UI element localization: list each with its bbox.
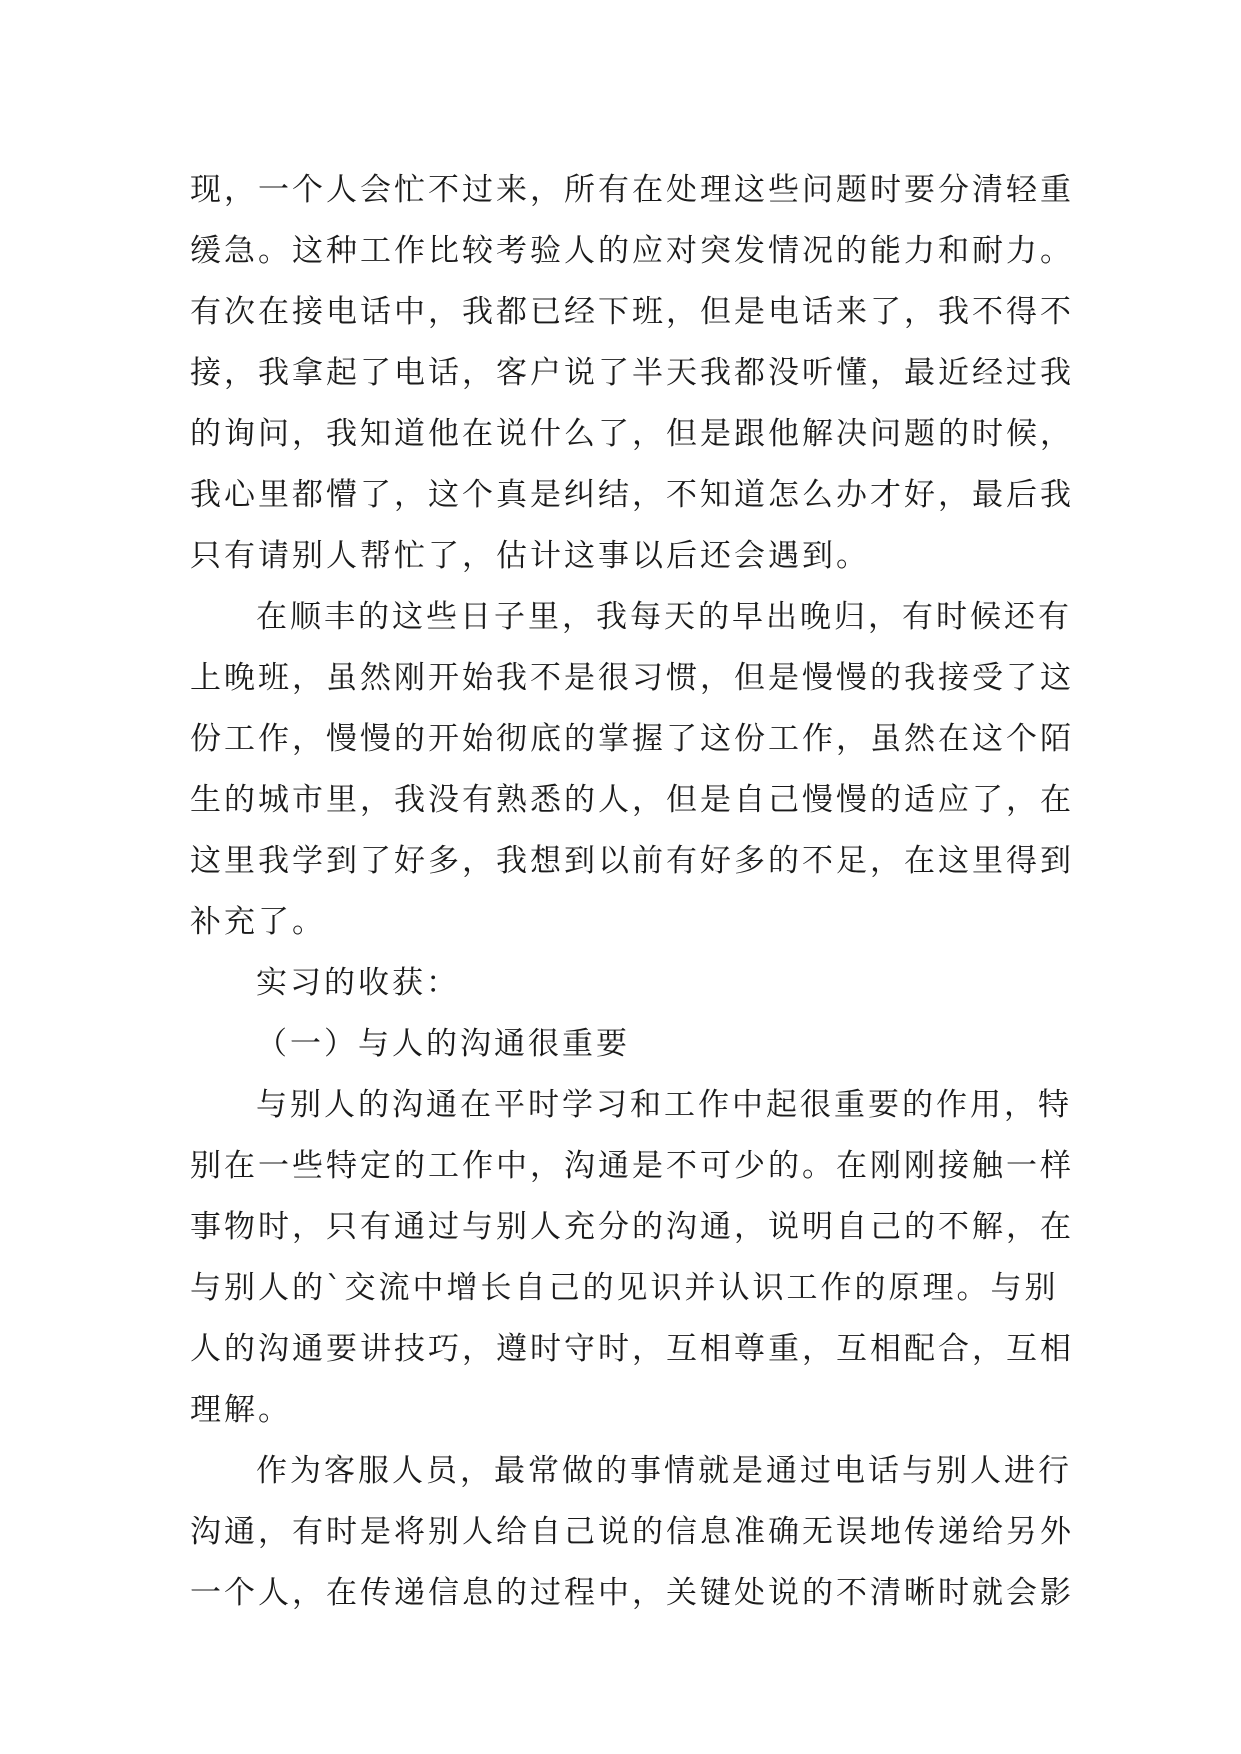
body-line: 生的城市里，我没有熟悉的人，但是自己慢慢的适应了，在 xyxy=(190,782,1074,818)
body-line: 这里我学到了好多，我想到以前有好多的不足，在这里得到 xyxy=(190,843,1074,879)
paragraph-first-line: 与别人的沟通在平时学习和工作中起很重要的作用，特 xyxy=(256,1087,1072,1123)
document-body xyxy=(190,160,1074,1624)
body-line: 人的沟通要讲技巧，遵时守时，互相尊重，互相配合，互相 xyxy=(190,1331,1074,1367)
body-line: 事物时，只有通过与别人充分的沟通，说明自己的不解，在 xyxy=(190,1209,1074,1245)
body-line: 上晚班，虽然刚开始我不是很习惯，但是慢慢的我接受了这 xyxy=(190,660,1074,696)
body-line: 沟通，有时是将别人给自己说的信息准确无误地传递给另外 xyxy=(190,1514,1074,1550)
body-line: 份工作，慢慢的开始彻底的掌握了这份工作，虽然在这个陌 xyxy=(190,721,1074,757)
body-line: 有次在接电话中，我都已经下班，但是电话来了，我不得不 xyxy=(190,294,1074,330)
section-heading: 实习的收获： xyxy=(256,965,460,1001)
body-line: 我心里都懵了，这个真是纠结，不知道怎么办才好，最后我 xyxy=(190,477,1074,513)
body-line: 缓急。这种工作比较考验人的应对突发情况的能力和耐力。 xyxy=(190,233,1074,269)
paragraph-first-line: 在顺丰的这些日子里，我每天的早出晚归，有时候还有 xyxy=(256,599,1072,635)
body-line: 现，一个人会忙不过来，所有在处理这些问题时要分清轻重 xyxy=(190,172,1074,208)
body-line: 一个人，在传递信息的过程中，关键处说的不清晰时就会影 xyxy=(190,1575,1074,1611)
body-line: 的询问，我知道他在说什么了，但是跟他解决问题的时候， xyxy=(190,416,1074,452)
paragraph-first-line: 作为客服人员，最常做的事情就是通过电话与别人进行 xyxy=(256,1453,1072,1489)
body-line: 接，我拿起了电话，客户说了半天我都没听懂，最近经过我 xyxy=(190,355,1074,391)
body-line: 别在一些特定的工作中，沟通是不可少的。在刚刚接触一样 xyxy=(190,1148,1074,1184)
body-line: 与别人的`交流中增长自己的见识并认识工作的原理。与别 xyxy=(190,1270,1059,1306)
body-line: 补充了。 xyxy=(190,904,326,940)
body-line: 理解。 xyxy=(190,1392,292,1428)
body-line: 只有请别人帮忙了，估计这事以后还会遇到。 xyxy=(190,538,870,574)
subsection-heading: （一）与人的沟通很重要 xyxy=(256,1026,630,1062)
